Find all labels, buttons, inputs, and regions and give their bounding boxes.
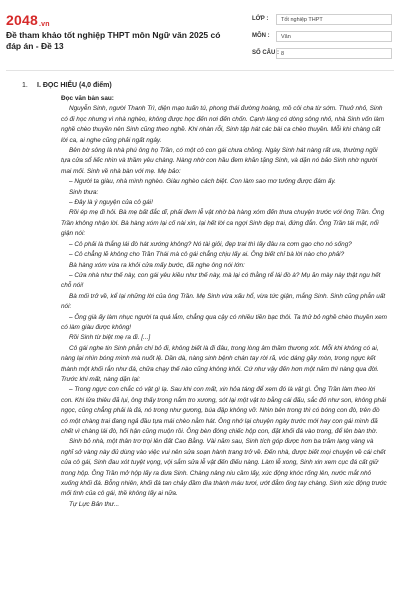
passage-paragraph: Bà mối trở về, kể lại những lời của ông Trần. Mẹ Sinh vừa xấu hổ, vừa tức giận, mắng Sinh. Sinh cũng phẫn uất nói: (61, 292, 386, 311)
meta-row-subject (252, 31, 394, 48)
passage-paragraph: – Cô phải là thắng lái đò hát xướng không? Nó tài giỏi, đẹp trai thì lấy đâu ra cơm gạo cho nó sống? (69, 240, 352, 248)
passage-paragraph: Nguyễn Sinh, người Thanh Trì, diện mạo tuấn tú, phong thái đường hoàng, mồ côi cha từ sớm. Thuở nhỏ, Sinh có đi học nhưng vì nhà nghèo, không được học đến nơi đến chốn. Cạnh làng có dòng sông nhỏ, nhà Sinh vốn làm nghề chèo thuyền nên Sinh cũng theo nghề. Khi nhàn rỗi, Sinh tập hát các bài ca chèo thuyền. Mỗi khi chàng cất lời ca, ai nghe cũng phải ngất ngây. (61, 105, 385, 144)
passage-paragraph: Sinh bỏ nhà, một thân trơ trọi lên đất Cao Bằng. Vài năm sau, Sinh tích góp được hơn ba trăm lạng vàng và nghĩ sở vàng này đủ dùng vào việc vui nên sửa soạn hành trang trở về. Đến nhà, được biết mọi chuyện về cái chết của cô gái, Sinh đau xót tuyệt vọng, vội sắm sửa lễ vật đến điếu nàng. Làm lễ xong, Sinh xin xem cục đá cất giữ trong hộp. Ông Trần mở hộp lấy ra đưa Sinh. Chàng nâng niu cầm lấy, xúc động khóc rống lên, nước mắt nhỏ xuống khối đá. Bỗng nhiên, khối đá tan chảy đầm đìa thành máu tươi, ướt đẫm ống tay chàng. Sinh xúc động trước mối tình của cô gái, thề không lấy ai nữa. (61, 438, 387, 498)
meta-row-count (252, 48, 394, 65)
passage-subtitle: Đọc văn bản sau: (61, 95, 114, 102)
passage-paragraph: Bên bờ sông là nhà phú ông họ Trần, có một cô con gái chưa chồng. Ngày Sinh hát nàng rất ưa, thường ngồi tựa cửa sổ liếc nhìn và thầm yêu chàng. Nàng nhờ con hầu đem khăn tặng Sinh, và dặn nó bảo Sinh nhờ người mai mối. Sinh về nhà bàn với mẹ. Mẹ bảo: (61, 147, 378, 175)
passage-paragraph: Rồi Sinh từ biệt mẹ ra đi. [...] (69, 334, 151, 342)
meta-value-class: Tốt nghiệp THPT (276, 14, 392, 25)
passage-paragraph: Cô gái nghe tin Sinh phẫn chí bỏ đi, không biết là đi đâu, trong lòng âm thầm thương xót. Mỗi khi không có ai, nàng lại nhìn bóng mình mà nuốt lệ. Dần dà, nàng sinh bệnh chán tay rời rã, vóc dáng gầy mòn, trong ngực kết thành một khối rắn như đá, chữa chạy thế nào cũng không khỏi. Cứ như vậy đến hơn một năm thì nàng qua đời. Trước khi mất, nàng dặn lại: (61, 344, 379, 383)
header-divider (6, 70, 394, 71)
meta-value-count: 8 (276, 48, 392, 59)
meta-row-class (252, 14, 394, 31)
reading-passage (61, 94, 387, 510)
passage-paragraph: Sinh thưa: (69, 188, 99, 196)
passage-paragraph: Tự Lực Bản thư... (69, 500, 120, 508)
logo-text: 2048 (6, 12, 38, 28)
meta-label-count: SỐ CÂU : (252, 50, 279, 56)
passage-paragraph: – Cô chẳng lẽ không cho Trần Thái mà cô gái chẳng chịu lấy ai. Ông biết chỉ bà lời nào cho phải? (69, 251, 345, 259)
passage-paragraph: – Đây là ý nguyện của cô gái! (69, 199, 153, 207)
meta-label-subject: MÔN : (252, 33, 270, 39)
meta-panel (252, 14, 394, 65)
passage-paragraph: – Cửa nhà như thế này, con gái yêu kiều như thế này, mà lại có thằng rể lái đò à? Mụ ăn mày này thật ngu hết chỗ nói! (61, 271, 381, 290)
page-header (0, 0, 400, 66)
question-content (0, 78, 400, 600)
passage-paragraph: Rồi ép mẹ đi hỏi. Bà mẹ bất đắc dĩ, phải đem lễ vật nhờ bà hàng xóm đến thưa chuyện trước với ông Trần. Ông Trần không nhận lời. Bà hàng xóm lại cố nài xin, lại hết lời ca ngợi Sinh đẹp trai, đứng đắn. Ông Trần tái mặt, nổi giận nói: (61, 209, 385, 238)
question-number: 1. (22, 82, 28, 89)
passage-paragraph: Bà hàng xóm vừa ra khỏi cửa mấy bước, đã nghe ông nói lớn: (69, 261, 245, 269)
section-title: I. ĐỌC HIỂU (4,0 điểm) (37, 82, 112, 89)
logo-suffix: .vn (38, 21, 50, 28)
passage-paragraph: – Ông già ấy làm nhục người ta quá lắm, chẳng qua cậy có nhiều tiền bạc thôi. Ta thử bỏ nghề chèo thuyền xem có làm giàu được không! (61, 313, 387, 331)
site-logo[interactable] (6, 12, 50, 28)
meta-value-subject: Văn (276, 31, 392, 42)
meta-label-class: LỚP : (252, 16, 269, 22)
page-title: Đề tham khảo tốt nghiệp THPT môn Ngữ văn 2025 có đáp án - Đề 13 (6, 30, 221, 51)
passage-paragraph: – Trong ngực con chắc có vật gì lạ. Sau khi con mất, xin hỏa táng để xem đó là vật gì. Ông Trần làm theo lời con. Khi lửa thiêu đã lụi, ông thấy trong nắm tro xương, sót lại một vật to bằng cái đấu, sắc đỏ như son, không phải ngọc, cũng chẳng phải là đá, nó trong như gương, búa đập không vỡ. Nhìn bên trong thì có bóng con đò, trên đò có một chàng trai đang ngả đầu tựa mái chèo nằm hát. Ông nhớ lại chuyện ngày trước mới hay con gái mình đã chết vì chàng lái đò, hối hận cũng muộn rồi. Ông bèn đóng chiếc hộp con, đặt khối đá vào trong, để lên bàn thờ. (61, 386, 387, 435)
passage-paragraphs (61, 104, 387, 510)
passage-paragraph: – Người ta giàu, nhà mình nghèo. Giàu nghèo cách biệt. Con làm sao mơ tưởng được đám ấy. (69, 178, 336, 186)
